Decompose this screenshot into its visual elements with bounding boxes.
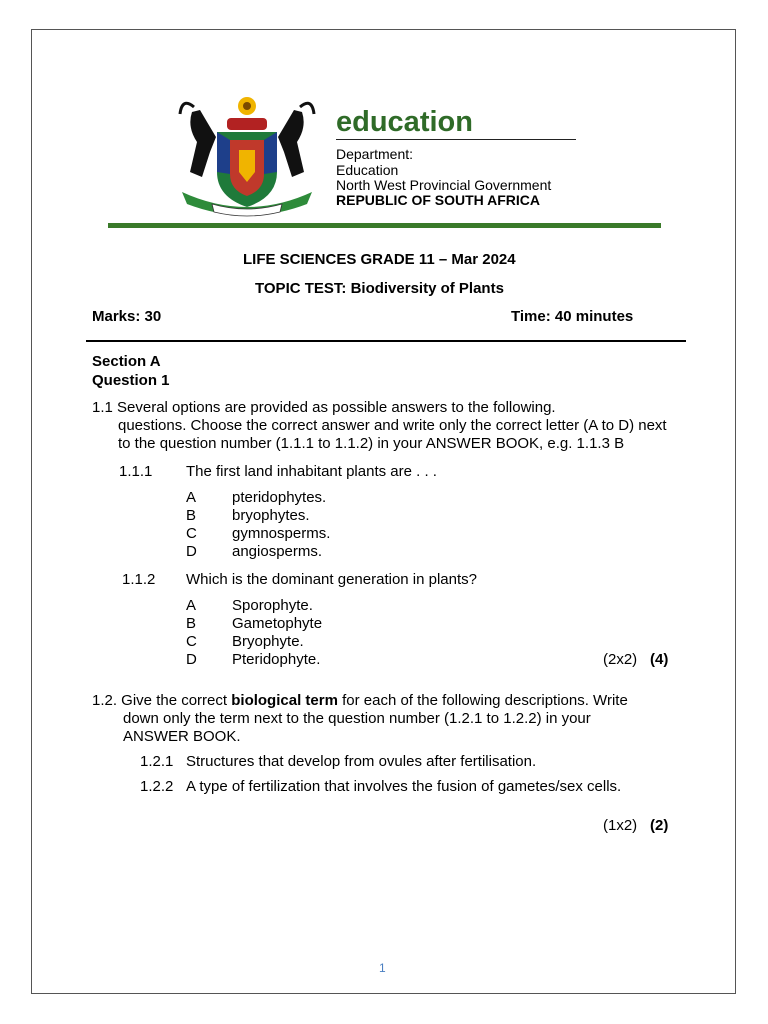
option-text: Bryophyte. (232, 633, 304, 650)
dept-line-4: REPUBLIC OF SOUTH AFRICA (336, 192, 541, 208)
q1-2-intro-line-3: ANSWER BOOK. (123, 728, 241, 745)
logo-wordmark: education (336, 106, 473, 138)
option-text: Pteridophyte. (232, 651, 321, 668)
option-text: pteridophytes. (232, 489, 327, 506)
q1-2-mark-calc: (1x2) (603, 817, 638, 834)
q1-1-2-number: 1.1.2 (122, 571, 156, 588)
q1-1-mark-total: (4) (650, 651, 669, 668)
option-text: Gametophyte (232, 615, 323, 632)
q1-2-2-text: A type of fertilization that involves the fusion of gametes/sex cells. (186, 778, 622, 795)
document-title: LIFE SCIENCES GRADE 11 – Mar 2024 (243, 251, 516, 268)
option-text: bryophytes. (232, 507, 310, 524)
option-letter: B (186, 615, 197, 632)
logo-divider (336, 139, 576, 140)
q1-1-intro-line-3: to the question number (1.1.1 to 1.1.2) in your ANSWER BOOK, e.g. 1.1.3 B (118, 435, 625, 452)
q1-2-2-number: 1.2.2 (140, 778, 174, 795)
q1-2-intro-line-2: down only the term next to the question number (1.2.1 to 1.2.2) in your (123, 710, 591, 727)
section-heading: Section A (92, 353, 161, 370)
q1-1-intro-line-2: questions. Choose the correct answer and write only the correct letter (A to D) next (118, 417, 667, 434)
q1-1-mark-calc: (2x2) (603, 651, 638, 668)
q1-2-1-text: Structures that develop from ovules after fertilisation. (186, 753, 537, 770)
q1-1-1-number: 1.1.1 (119, 463, 153, 480)
dept-line-2: Education (336, 162, 399, 178)
coat-of-arms-logo (172, 92, 322, 220)
option-letter: A (186, 489, 197, 506)
q1-2-intro-line-1: 1.2. Give the correct biological term for each of the following descriptions. Write (92, 692, 628, 709)
header-green-bar (108, 223, 661, 228)
question-heading: Question 1 (92, 372, 170, 389)
q1-1-1-text: The first land inhabitant plants are . . . (186, 463, 437, 480)
option-letter: D (186, 651, 197, 668)
option-text: Sporophyte. (232, 597, 313, 614)
document-subtitle: TOPIC TEST: Biodiversity of Plants (255, 280, 504, 297)
option-text: angiosperms. (232, 543, 323, 560)
option-text: gymnosperms. (232, 525, 331, 542)
time-label: Time: 40 minutes (511, 308, 634, 325)
option-letter: D (186, 543, 197, 560)
page-number: 1 (379, 961, 386, 975)
q1-2-1-number: 1.2.1 (140, 753, 174, 770)
header-rule (86, 340, 686, 342)
option-letter: A (186, 597, 197, 614)
dept-line-3: North West Provincial Government (336, 177, 552, 193)
marks-label: Marks: 30 (92, 308, 162, 325)
q1-1-intro-line-1: 1.1 Several options are provided as possible answers to the following. (92, 399, 556, 416)
option-letter: B (186, 507, 197, 524)
option-letter: C (186, 525, 197, 542)
q1-2-mark-total: (2) (650, 817, 669, 834)
q1-1-2-text: Which is the dominant generation in plants? (186, 571, 478, 588)
option-letter: C (186, 633, 197, 650)
dept-line-1: Department: (336, 146, 414, 162)
